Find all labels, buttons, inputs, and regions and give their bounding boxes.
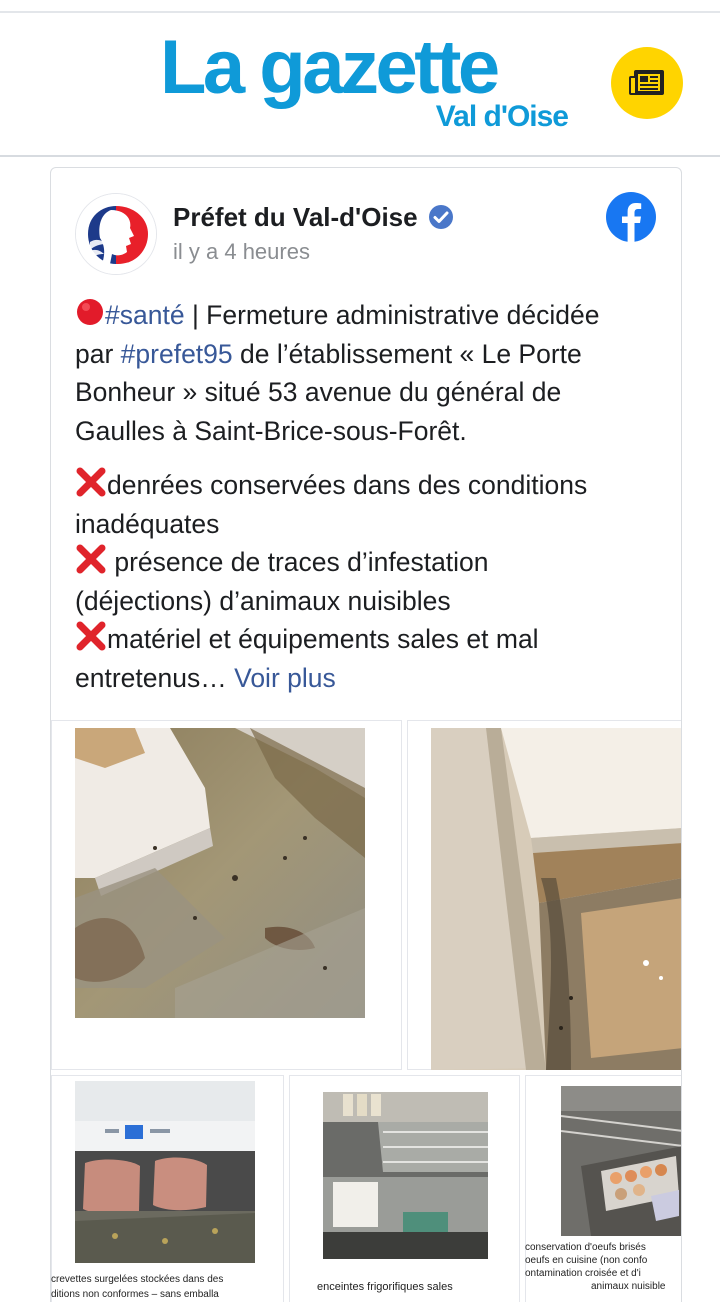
photo-2-image <box>431 728 682 1070</box>
text-segment: par <box>75 338 121 369</box>
broken-eggs-photo <box>561 1086 682 1236</box>
freezer-shrimp-photo <box>75 1081 255 1263</box>
text-segment: de l’établissement « Le Porte <box>232 338 582 369</box>
photo-4-caption: enceintes frigorifiques sales <box>317 1281 453 1293</box>
photo-1-image <box>75 728 365 1018</box>
cross-mark-icon <box>75 544 107 574</box>
text-line <box>75 620 665 659</box>
text-segment: denrées conservées dans des conditions <box>107 470 588 500</box>
text-line <box>75 335 665 374</box>
header-top-divider <box>0 11 720 13</box>
text-segment: | Fermeture administrative décidée <box>184 300 600 330</box>
photo-3-caption-line-1: crevettes surgelées stockées dans des <box>51 1274 224 1285</box>
photo-5-caption-line-4: animaux nuisible <box>591 1281 666 1292</box>
post-timestamp[interactable]: il y a 4 heures <box>173 239 310 264</box>
text-segment: présence de traces d’infestation <box>107 547 489 577</box>
photo-4-image <box>323 1092 488 1259</box>
wall-corner-photo <box>431 728 682 1070</box>
photo-5-caption-line-2: oeufs en cuisine (non confo <box>525 1255 648 1266</box>
logo-subtitle: Val d'Oise <box>435 100 568 133</box>
dirty-fridge-photo <box>323 1092 488 1259</box>
text-line: inadéquates <box>75 508 220 539</box>
header-bottom-divider <box>0 155 720 157</box>
hashtag-sante[interactable]: #santé <box>105 300 185 330</box>
text-segment: matériel et équipements sales et mal <box>107 624 539 654</box>
hashtag-prefet95[interactable]: #prefet95 <box>120 338 233 369</box>
post-author[interactable] <box>173 200 454 234</box>
logo-title: La gazette <box>160 25 497 110</box>
text-line <box>75 659 665 698</box>
see-more-link[interactable]: Voir plus <box>234 662 336 693</box>
newspaper-icon <box>628 68 666 98</box>
text-line: Bonheur » situé 53 avenue du général de <box>75 377 562 407</box>
photo-3-caption-line-2: ditions non conformes – sans emballa <box>51 1289 219 1300</box>
photo-5-image <box>561 1086 682 1236</box>
cross-mark-icon <box>75 467 107 497</box>
photo-5-caption-line-3: ontamination croisée et d'i <box>525 1268 641 1279</box>
text-line: Gaulles à Saint-Brice-sous-Forêt. <box>75 415 467 446</box>
text-line: (déjections) d’animaux nuisibles <box>75 585 451 616</box>
post-body <box>75 296 665 713</box>
site-logo[interactable] <box>160 22 580 142</box>
photo-5-caption-line-1: conservation d'oeufs brisés <box>525 1242 646 1253</box>
cross-mark-icon <box>75 621 107 651</box>
site-header <box>0 0 720 157</box>
post-paragraph-1 <box>75 296 665 450</box>
author-name: Préfet du Val-d'Oise <box>173 202 418 232</box>
text-line <box>75 543 665 582</box>
photo-3-image <box>75 1081 255 1263</box>
text-segment: entretenus… <box>75 662 227 693</box>
marianne-logo-icon <box>76 194 157 275</box>
newspaper-button[interactable] <box>611 47 683 119</box>
author-avatar[interactable] <box>75 193 157 275</box>
text-line <box>75 296 665 335</box>
facebook-icon[interactable] <box>605 191 657 243</box>
dirty-floor-photo <box>75 728 365 1018</box>
text-line <box>75 466 665 505</box>
post-paragraph-2 <box>75 466 665 697</box>
verified-badge-icon <box>428 204 454 230</box>
facebook-post-embed <box>50 167 682 1302</box>
red-circle-icon <box>75 297 105 327</box>
